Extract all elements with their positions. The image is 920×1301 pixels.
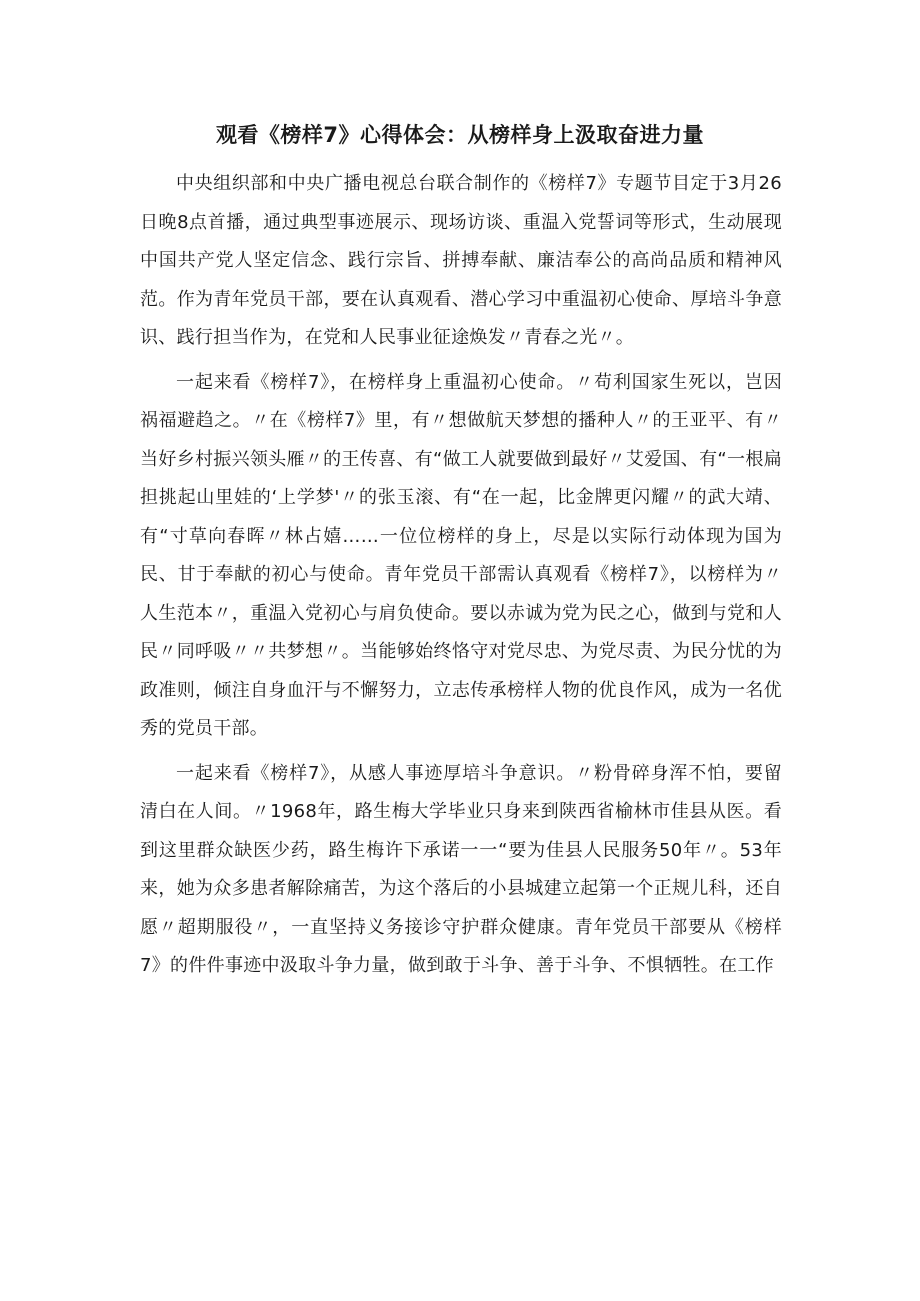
paragraph-2: 一起来看《榜样7》，在榜样身上重温初心使命。〃苟利国家生死以，岂因祸福避趋之。〃在《榜样7》里，有〃想做航天梦想的播种人〃的王亚平、有〃当好乡村振兴领头雁〃的王传喜、有“做工人就要做到最好〃艾爱国、有“一根扁担挑起山里娃的‘上学梦'〃的张玉滚、有“在一起，比金牌更闪耀〃的武大靖、有“寸草向春晖〃林占嬉……一位位榜样的身上，尽是以实际行动体现为国为民、甘于奉献的初心与使命。青年党员干部需认真观看《榜样7》，以榜样为〃人生范本〃，重温入党初心与肩负使命。要以赤诚为党为民之心，做到与党和人民〃同呼吸〃〃共梦想〃。当能够始终恪守对党尽忠、为党尽责、为民分忧的为政准则，倾注自身血汗与不懈努力，立志传承榜样人物的优良作风，成为一名优秀的党员干部。 bbox=[140, 371, 782, 739]
paragraph-1: 中央组织部和中央广播电视总台联合制作的《榜样7》专题节目定于3月26日晚8点首播，通过典型事迹展示、现场访谈、重温入党誓词等形式，生动展现中国共产党人坚定信念、践行宗旨、拼搏奉献、廉洁奉公的高尚品质和精神风范。作为青年党员干部，要在认真观看、潜心学习中重温初心使命、厚培斗争意识、践行担当作为，在党和人民事业征途焕发〃青春之光〃。 bbox=[140, 173, 782, 348]
document-title: 观看《榜样7》心得体会：从榜样身上汲取奋进力量 bbox=[215, 123, 705, 147]
document-body bbox=[140, 165, 782, 992]
paragraph-3: 一起来看《榜样7》，从感人事迹厚培斗争意识。〃粉骨碎身浑不怕，要留清白在人间。〃1968年，路生梅大学毕业只身来到陕西省榆林市佳县从医。看到这里群众缺医少药，路生梅许下承诺一一“要为佳县人民服务50年〃。53年来，她为众多患者解除痛苦，为这个落后的小县城建立起第一个正规儿科，还自愿〃超期服役〃，一直坚持义务接诊守护群众健康。青年党员干部要从《榜样7》的件件事迹中汲取斗争力量，做到敢于斗争、善于斗争、不惧牺牲。在工作 bbox=[140, 762, 782, 976]
